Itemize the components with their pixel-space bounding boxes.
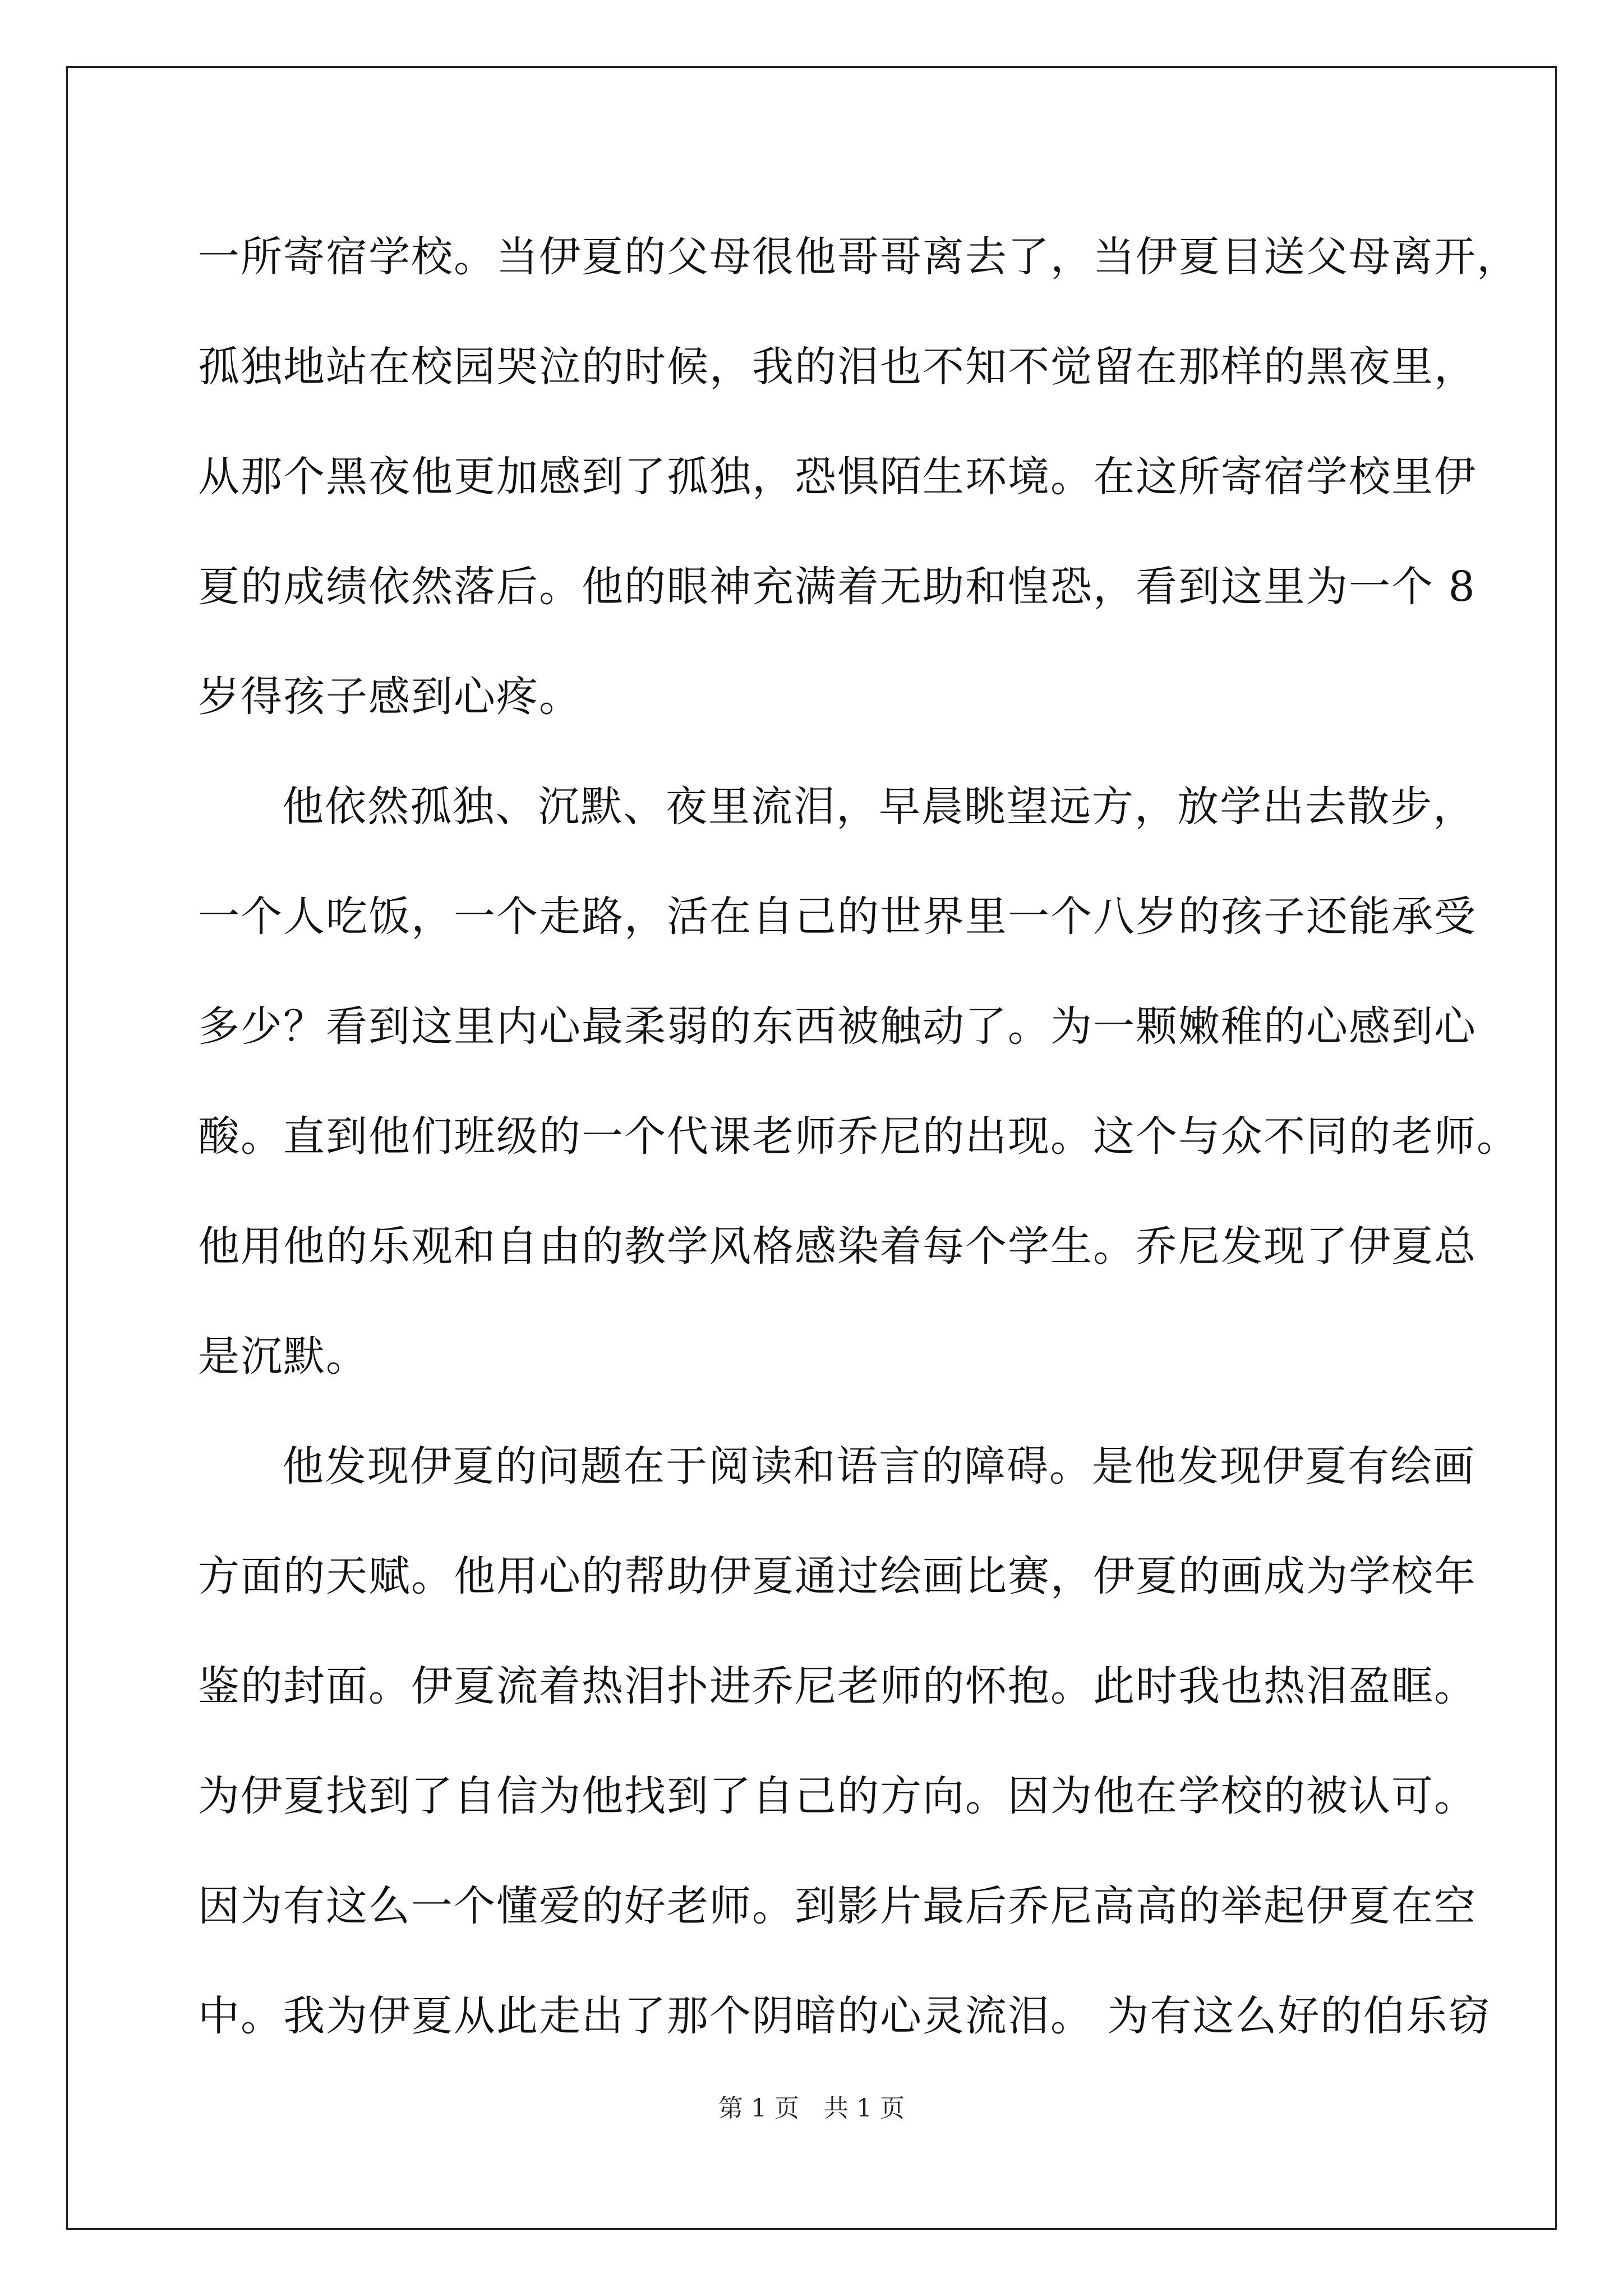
text-line: 酸。直到他们班级的一个代课老师乔尼的出现。这个与众不同的老师。 (198, 1112, 1519, 1161)
text-line: 是沉默。 (198, 1332, 368, 1381)
text-line: 方面的天赋。他用心的帮助伊夏通过绘画比赛，伊夏的画成为学校年 (198, 1552, 1477, 1600)
text-line: 一个人吃饭，一个走路，活在自己的世界里一个八岁的孩子还能承受 (198, 892, 1477, 941)
document-body (198, 202, 1519, 2071)
text-line: 鉴的封面。伊夏流着热泪扑进乔尼老师的怀抱。此时我也热泪盈眶。 (198, 1662, 1477, 1710)
paragraph-first-line: 他依然孤独、沉默、夜里流泪，早晨眺望远方，放学出去散步， (282, 783, 1476, 831)
text-line: 孤独地站在校园哭泣的时候，我的泪也不知不觉留在那样的黑夜里， (198, 343, 1477, 391)
page-footer: 第 1 页 共 1 页 (718, 2094, 905, 2123)
text-line: 夏的成绩依然落后。他的眼神充满着无助和惶恐，看到这里为一个 8 (198, 563, 1476, 611)
text-line: 岁得孩子感到心疼。 (198, 673, 582, 721)
text-line: 因为有这么一个懂爱的好老师。到影片最后乔尼高高的举起伊夏在空 (198, 1882, 1477, 1930)
text-line: 为伊夏找到了自信为他找到了自己的方向。因为他在学校的被认可。 (198, 1772, 1477, 1820)
text-line: 一所寄宿学校。当伊夏的父母很他哥哥离去了，当伊夏目送父母离开， (198, 233, 1519, 281)
text-line: 从那个黑夜他更加感到了孤独，恐惧陌生环境。在这所寄宿学校里伊 (198, 453, 1477, 501)
text-line: 他用他的乐观和自由的教学风格感染着每个学生。乔尼发现了伊夏总 (198, 1222, 1477, 1271)
text-line: 多少？看到这里内心最柔弱的东西被触动了。为一颗嫩稚的心感到心 (198, 1002, 1477, 1051)
text-line: 中。我为伊夏从此走出了那个阴暗的心灵流泪。 为有这么好的伯乐窃 (198, 1992, 1491, 2040)
paragraph-first-line: 他发现伊夏的问题在于阅读和语言的障碍。是他发现伊夏有绘画 (282, 1442, 1476, 1490)
